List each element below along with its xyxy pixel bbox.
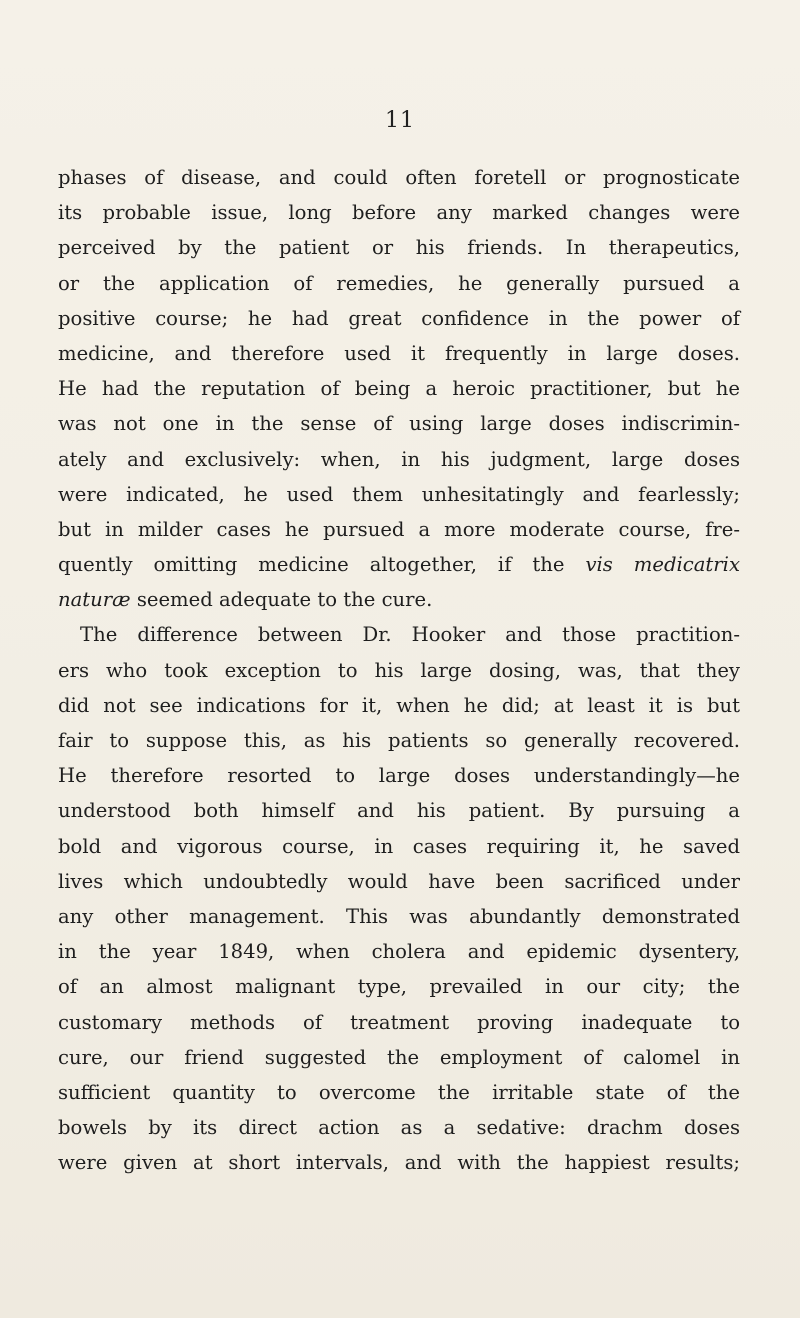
text-line: but in milder cases he pursued a more moderate course, fre- [58, 517, 740, 541]
text-line: perceived by the patient or his friends. In therapeutics, [58, 236, 740, 260]
text-line: cure, our friend suggested the employment of calomel in [58, 1045, 740, 1069]
text-line: ers who took exception to his large dosing, was, that they [58, 658, 740, 682]
text-line: was not one in the sense of using large doses indiscrimin- [58, 412, 740, 436]
text-line: lives which undoubtedly would have been sacrificed under [58, 869, 740, 893]
text-line-with-italic [58, 547, 740, 582]
text-line-with-italic [58, 582, 740, 617]
italic-phrase: naturæ [58, 588, 131, 612]
text-line: of an almost malignant type, prevailed in our city; the [58, 975, 740, 999]
text-line: He had the reputation of being a heroic practitioner, but he [58, 377, 740, 401]
text-segment: quently omitting medicine altogether, if the [58, 553, 565, 577]
text-line: in the year 1849, when cholera and epidemic dysentery, [58, 940, 740, 964]
paragraph-start-line: The difference between Dr. Hooker and those practition- [80, 623, 740, 647]
page-number: 11 [385, 108, 415, 133]
text-line: were given at short intervals, and with the happiest results; [58, 1151, 740, 1175]
text-line: or the application of remedies, he generally pursued a [58, 271, 740, 295]
text-line: fair to suppose this, as his patients so generally recovered. [58, 729, 740, 752]
text-line: were indicated, he used them unhesitatingly and fearlessly; [58, 482, 740, 506]
text-line: bowels by its direct action as a sedative: drachm doses [58, 1116, 740, 1140]
text-line: understood both himself and his patient. By pursuing a [58, 799, 740, 823]
text-segment: seemed adequate to the cure. [136, 588, 433, 612]
text-line: its probable issue, long before any marked changes were [58, 201, 740, 225]
text-line: phases of disease, and could often foretell or prognosticate [58, 166, 740, 189]
text-line: medicine, and therefore used it frequently in large doses. [58, 341, 740, 365]
text-line: positive course; he had great confidence in the power of [58, 306, 740, 330]
text-line: bold and vigorous course, in cases requiring it, he saved [58, 834, 740, 858]
text-line: any other management. This was abundantly demonstrated [58, 904, 740, 928]
text-line: did not see indications for it, when he did; at least it is but [58, 693, 740, 717]
text-line: sufficient quantity to overcome the irritable state of the [58, 1080, 740, 1104]
text-line: customary methods of treatment proving inadequate to [58, 1010, 740, 1034]
italic-phrase: vis medicatrix [585, 553, 740, 577]
body-text [58, 160, 740, 1180]
text-line: ately and exclusively: when, in his judgment, large doses [58, 447, 740, 471]
text-line: He therefore resorted to large doses understandingly—he [58, 764, 740, 788]
